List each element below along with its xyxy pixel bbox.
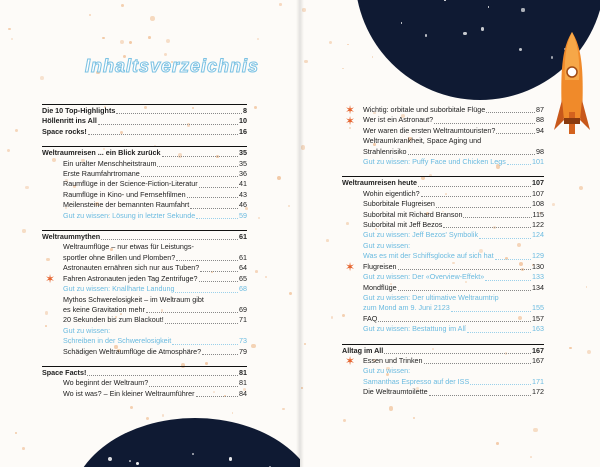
toc-entry-title: Gut zu wissen: Knallharte Landung <box>63 284 175 294</box>
toc-entry[interactable] <box>342 210 544 220</box>
toc-entry-title: Weltraumreisen heute <box>342 178 417 188</box>
leader-dots <box>87 375 238 376</box>
toc-entry-title: Gut zu wissen: <box>63 325 111 335</box>
speckle-dot <box>282 408 285 411</box>
speckle-dot <box>7 149 10 152</box>
speckle-dot <box>15 129 18 132</box>
speckle-dot <box>254 106 257 109</box>
speckle-dot <box>22 229 25 232</box>
leader-dots <box>424 363 531 364</box>
toc-entry[interactable] <box>342 103 544 118</box>
star-dot <box>463 32 467 36</box>
speckle-dot <box>587 350 591 354</box>
toc-entry[interactable] <box>42 253 247 263</box>
toc-entry[interactable] <box>342 387 544 397</box>
speckle-dot <box>533 428 537 432</box>
leader-dots <box>418 186 531 187</box>
toc-entry-title: Space rocks! <box>42 126 87 136</box>
speckle-dot <box>258 217 260 219</box>
toc-entry-title: Alltag im All <box>342 345 384 355</box>
star-dot <box>129 460 131 462</box>
toc-chapter[interactable] <box>342 346 544 356</box>
toc-entry-title: Raumflüge in der Science-Fiction-Literatur <box>63 179 198 189</box>
toc-entry[interactable] <box>342 126 544 136</box>
toc-entry[interactable] <box>342 324 544 334</box>
star-dot <box>192 453 194 455</box>
leader-dots <box>176 260 238 261</box>
toc-entry-title: Weltraumreisen ... ein Blick zurück <box>42 148 161 158</box>
toc-entry-title: Gut zu wissen: <box>363 240 411 250</box>
toc-entry-title: Suborbital mit Richard Branson <box>363 209 463 219</box>
speckle-dot <box>232 412 234 414</box>
toc-page-number: 68 <box>239 284 247 294</box>
toc-page-number: 155 <box>532 303 544 313</box>
leader-dots <box>451 311 531 312</box>
toc-page-number: 124 <box>532 230 544 240</box>
toc-page-number: 115 <box>532 209 544 219</box>
speckle-dot <box>342 68 344 70</box>
leader-dots <box>429 395 531 396</box>
highlight-star-icon: ✶ <box>345 113 356 128</box>
toc-page-number: 81 <box>239 367 247 377</box>
toc-entry[interactable] <box>42 179 247 189</box>
toc-page-number: 8 <box>243 106 247 115</box>
toc-entry[interactable] <box>342 147 544 157</box>
toc-page-number: 107 <box>532 188 544 198</box>
toc-entry-title: Schreiben in der Schwerelosigkeit <box>63 336 172 346</box>
speckle-dot <box>251 344 255 348</box>
speckle-dot <box>304 343 306 345</box>
toc-entry-title: Gut zu wissen: Bestattung im All <box>363 324 466 334</box>
speckle-dot <box>289 292 292 295</box>
star-dot <box>519 48 522 51</box>
toc-page-number: 61 <box>239 232 247 242</box>
toc-entry-title: Raumflüge in Kino- und Fernsehfilmen <box>63 189 186 199</box>
leader-dots <box>172 344 238 345</box>
toc-entry-title: Die 10 Top-Highlights <box>42 106 116 115</box>
speckle-dot <box>331 316 334 319</box>
toc-page-number: 163 <box>532 324 544 334</box>
toc-page-number: 101 <box>532 157 544 167</box>
toc-section <box>342 344 544 398</box>
toc-entry-title: Suborbitale Flugreisen <box>363 199 435 209</box>
toc-entry-title: es keine Gravitation mehr <box>63 304 145 314</box>
leader-dots <box>199 187 238 188</box>
toc-entry-title: zum Mond am 9. Juni 2123 <box>363 303 450 313</box>
toc-entry[interactable] <box>342 230 544 240</box>
toc-page-number: 167 <box>532 345 544 355</box>
toc-page-number: 36 <box>239 169 247 179</box>
toc-entry-title: Ein uralter Menschheitstraum <box>63 158 157 168</box>
speckle-dot <box>329 41 332 44</box>
leader-dots <box>398 269 531 270</box>
speckle-dot <box>413 417 415 419</box>
toc-entry[interactable] <box>342 377 544 387</box>
speckle-dot <box>586 286 588 288</box>
star-dot <box>136 462 139 465</box>
toc-entry[interactable] <box>342 199 544 209</box>
leader-dots <box>507 164 531 165</box>
toc-entry[interactable] <box>42 242 247 252</box>
star-dot <box>425 34 428 37</box>
toc-entry-title: Suborbital mit Jeff Bezos <box>363 220 443 230</box>
leader-dots <box>408 154 535 155</box>
toc-page-number: 41 <box>239 179 247 189</box>
leader-dots <box>175 292 238 293</box>
leader-dots <box>157 166 238 167</box>
speckle-dot <box>148 36 151 39</box>
toc-page-number: 107 <box>532 178 544 188</box>
leader-dots <box>196 218 238 219</box>
star-dot <box>229 457 232 460</box>
toc-entry[interactable] <box>342 293 544 303</box>
toc-chapter[interactable] <box>42 232 247 242</box>
toc-page-number: 61 <box>239 252 247 262</box>
toc-section <box>342 104 544 167</box>
toc-entry-title: Gut zu wissen: <box>363 366 411 376</box>
star-dot <box>401 22 403 24</box>
toc-page-number: 98 <box>536 146 544 156</box>
star-dot <box>488 6 490 8</box>
star-dot <box>521 8 524 11</box>
toc-page-number: 129 <box>532 251 544 261</box>
toc-entry-title: Erste Raumfahrtromane <box>63 169 140 179</box>
toc-entry[interactable] <box>342 241 544 251</box>
leader-dots <box>443 227 531 228</box>
leader-dots <box>496 133 535 134</box>
leader-dots <box>190 208 238 209</box>
leader-dots <box>165 323 238 324</box>
toc-entry[interactable] <box>342 113 544 128</box>
toc-page-number: 81 <box>239 378 247 388</box>
speckle-dot <box>279 3 281 5</box>
toc-page-number: 35 <box>239 158 247 168</box>
toc-entry[interactable] <box>42 272 247 287</box>
toc-entry[interactable] <box>342 354 544 369</box>
book-gutter <box>296 0 304 467</box>
leader-dots <box>485 280 531 281</box>
toc-right <box>342 104 544 398</box>
toc-page-number: 134 <box>532 282 544 292</box>
toc-entry-title: Die Weltraumtoilette <box>363 387 428 397</box>
leader-dots <box>421 196 531 197</box>
toc-page-number: 16 <box>239 126 247 136</box>
highlight-star-icon: ✶ <box>345 103 356 118</box>
leader-dots <box>141 176 238 177</box>
star-dot <box>444 0 445 1</box>
toc-entry-title: Höllenritt ins All <box>42 116 97 126</box>
speckle-dot <box>530 456 532 458</box>
toc-entry[interactable] <box>342 189 544 199</box>
toc-page-number: 73 <box>239 336 247 346</box>
leader-dots <box>398 290 531 291</box>
toc-entry-title: Wer ist ein Astronaut? <box>363 115 434 125</box>
planet-bottom-left <box>70 418 300 467</box>
toc-entry-title: FAQ <box>363 313 378 323</box>
toc-entry[interactable] <box>42 378 247 388</box>
leader-dots <box>436 207 531 208</box>
toc-entry-title: 20 Sekunden bis zum Blackout! <box>63 315 164 325</box>
toc-entry[interactable] <box>42 326 247 336</box>
leader-dots <box>187 197 238 198</box>
toc-page-number: 71 <box>239 315 247 325</box>
toc-entry-title: Schädigen Weltraumflüge die Atmosphäre? <box>63 346 202 356</box>
toc-section <box>42 146 247 221</box>
leader-dots <box>162 156 238 157</box>
leader-dots <box>470 384 531 385</box>
leader-dots <box>101 239 238 240</box>
toc-entry[interactable] <box>42 263 247 273</box>
toc-chapter[interactable] <box>342 178 544 188</box>
speckle-dot <box>146 417 149 420</box>
toc-entry-title: Wo ist was? – Ein kleiner Weltraumführer <box>63 388 195 398</box>
leader-dots <box>495 259 531 260</box>
toc-entry-title: Gut zu wissen: Lösung in letzter Sekunde <box>63 210 196 220</box>
toc-page-number: 167 <box>532 355 544 365</box>
toc-page-number: 84 <box>239 388 247 398</box>
toc-entry[interactable] <box>342 157 544 167</box>
speckle-dot <box>150 16 154 20</box>
toc-page-number: 46 <box>239 200 247 210</box>
leader-dots <box>196 396 238 397</box>
toc-page-number: 87 <box>536 105 544 114</box>
speckle-dot <box>40 76 44 80</box>
speckle-dot <box>579 186 583 190</box>
toc-page-number: 79 <box>239 346 247 356</box>
toc-section <box>42 366 247 399</box>
toc-chapter[interactable] <box>42 127 247 137</box>
speckle-dot <box>22 447 25 450</box>
speckle-dot <box>129 41 132 44</box>
toc-page-number: 130 <box>532 261 544 271</box>
star-dot <box>481 27 485 31</box>
toc-entry[interactable] <box>342 260 544 275</box>
toc-entry[interactable] <box>342 272 544 282</box>
toc-entry[interactable] <box>42 200 247 210</box>
toc-entry[interactable] <box>42 305 247 315</box>
toc-page-number: 65 <box>239 273 247 283</box>
toc-page-number: 59 <box>239 210 247 220</box>
toc-page-number: 172 <box>532 387 544 397</box>
toc-entry-title: Wichtig: orbitale und suborbitale Flüge <box>363 105 486 114</box>
leader-dots <box>467 332 531 333</box>
toc-entry-title: Wer waren die ersten Weltraumtouristen? <box>363 125 496 135</box>
speckle-dot <box>372 56 374 58</box>
toc-page-number: 157 <box>532 313 544 323</box>
toc-entry[interactable] <box>342 366 544 376</box>
toc-entry[interactable] <box>42 315 247 325</box>
toc-entry-title: Gut zu wissen: Puffy Face und Chicken Legs <box>363 157 506 167</box>
toc-entry[interactable] <box>342 314 544 324</box>
toc-entry-title: Mondflüge <box>363 282 397 292</box>
leader-dots <box>199 281 238 282</box>
speckle-dot <box>265 276 267 278</box>
toc-entry[interactable] <box>42 389 247 399</box>
speckle-dot <box>166 39 170 43</box>
leader-dots <box>479 238 531 239</box>
speckle-dot <box>255 270 258 273</box>
toc-entry[interactable] <box>342 283 544 293</box>
speckle-dot <box>496 442 499 445</box>
leader-dots <box>434 123 535 124</box>
speckle-dot <box>162 414 165 417</box>
toc-page-number: 133 <box>532 272 544 282</box>
speckle-dot <box>304 60 308 64</box>
toc-page-number: 108 <box>532 199 544 209</box>
toc-page-number: 35 <box>239 148 247 158</box>
toc-chapter[interactable] <box>42 106 247 116</box>
speckle-dot <box>277 176 281 180</box>
toc-entry-title: Gut zu wissen: Jeff Bezos' Symbolik <box>363 230 479 240</box>
highlight-star-icon: ✶ <box>345 354 356 369</box>
toc-chapter[interactable] <box>42 148 247 158</box>
toc-entry[interactable] <box>342 220 544 230</box>
speckle-dot <box>569 347 572 350</box>
leader-dots <box>200 271 238 272</box>
toc-entry[interactable] <box>42 159 247 169</box>
toc-entry-title: Gut zu wissen: Der «Overview-Effekt» <box>363 272 485 282</box>
toc-entry-title: Essen und Trinken <box>363 355 423 365</box>
speckle-dot <box>343 419 346 422</box>
leader-dots <box>486 112 535 113</box>
toc-page-number: 94 <box>536 125 544 135</box>
speckle-dot <box>257 38 259 40</box>
toc-entry[interactable] <box>42 336 247 346</box>
toc-entry[interactable] <box>42 284 247 294</box>
leader-dots <box>202 354 238 355</box>
toc-page-number: 88 <box>536 115 544 125</box>
toc-entry-title: Weltraumkrankheit, Space Aging und <box>363 136 482 146</box>
toc-chapter[interactable] <box>42 116 247 126</box>
leader-dots <box>384 353 531 354</box>
toc-page-number: 43 <box>239 189 247 199</box>
speckle-dot <box>11 38 13 40</box>
toc-entry-title: Astronauten ernähren sich nur aus Tuben? <box>63 263 200 273</box>
toc-entry[interactable] <box>342 251 544 261</box>
speckle-dot <box>288 205 290 207</box>
toc-left <box>42 104 247 399</box>
toc-title: Inhaltsverzeichnis <box>85 56 260 76</box>
toc-section <box>342 176 544 334</box>
leader-dots <box>88 134 238 135</box>
highlight-star-icon: ✶ <box>45 272 56 287</box>
toc-entry-title: Space Facts! <box>42 367 87 377</box>
speckle-dot <box>347 44 349 46</box>
speckle-dot <box>389 406 393 410</box>
leader-dots <box>116 113 242 114</box>
toc-page-number: 69 <box>239 304 247 314</box>
toc-entry[interactable] <box>42 169 247 179</box>
toc-page-number: 122 <box>532 220 544 230</box>
toc-entry-title: Mythos Schwerelosigkeit – im Weltraum gibt <box>63 294 204 304</box>
leader-dots <box>149 386 238 387</box>
speckle-dot <box>121 4 124 7</box>
toc-entry-title: Weltraumflüge – nur etwas für Leistungs- <box>63 242 194 252</box>
leader-dots <box>98 124 238 125</box>
highlight-star-icon: ✶ <box>345 260 356 275</box>
leader-dots <box>463 217 531 218</box>
speckle-dot <box>25 186 28 189</box>
speckle-dot <box>15 432 17 434</box>
toc-entry-title: Gut zu wissen: Der ultimative Weltraumtrip <box>363 292 499 302</box>
toc-entry[interactable] <box>42 347 247 357</box>
toc-entry[interactable] <box>42 190 247 200</box>
toc-section <box>42 104 247 137</box>
toc-entry-title: Samanthas Espresso auf der ISS <box>363 376 470 386</box>
speckle-dot <box>130 406 133 409</box>
toc-page-number: 171 <box>532 376 544 386</box>
toc-entry[interactable] <box>342 303 544 313</box>
toc-entry-title: Was es mit der Schiffsglocke auf sich hat <box>363 251 494 261</box>
toc-entry-title: Fahren Astronauten jeden Tag Zentrifuge? <box>63 273 198 283</box>
toc-chapter[interactable] <box>42 368 247 378</box>
speckle-dot <box>120 40 124 44</box>
toc-page-number: 64 <box>239 263 247 273</box>
toc-entry-title: Meilensteine der bemannten Raumfahrt <box>63 200 190 210</box>
toc-entry[interactable] <box>42 211 247 221</box>
rocket-illustration <box>552 30 592 150</box>
toc-entry-title: Wo beginnt der Weltraum? <box>63 378 149 388</box>
leader-dots <box>378 321 531 322</box>
toc-page-number: 10 <box>239 116 247 126</box>
toc-entry-title: Strahlenrisiko <box>363 146 407 156</box>
toc-entry-title: sportler ohne Brillen und Plomben? <box>63 252 176 262</box>
speckle-dot <box>102 37 105 40</box>
toc-entry[interactable] <box>342 136 544 146</box>
toc-entry-title: Weltraummythen <box>42 232 101 242</box>
toc-entry[interactable] <box>42 295 247 305</box>
toc-entry-title: Wohin eigentlich? <box>363 188 420 198</box>
star-dot <box>108 457 112 461</box>
speckle-dot <box>326 239 329 242</box>
speckle-dot <box>552 203 555 206</box>
toc-entry-title: Flugreisen <box>363 261 397 271</box>
leader-dots <box>146 312 238 313</box>
speckle-dot <box>89 14 91 16</box>
speckle-dot <box>8 28 10 30</box>
toc-section <box>42 230 247 357</box>
